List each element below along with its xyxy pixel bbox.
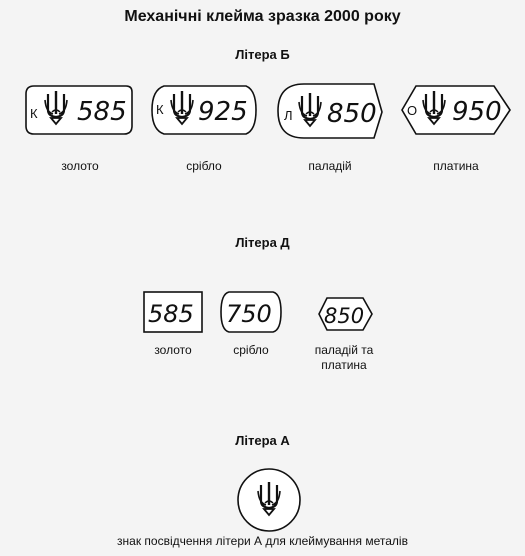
stamp-number: 850 [327,99,377,129]
stamp-letter: О [407,103,418,118]
stamp-letter: К [30,106,38,121]
caption-b-silver: срібло [186,159,222,173]
stamp-number: 925 [198,97,248,127]
page-title: Механічні клейма зразка 2000 року [124,8,401,25]
caption-d-palladium-platinum: паладій та платина [314,343,374,372]
caption-d-silver: срібло [233,343,269,357]
stamp-letter: Л [284,108,293,123]
section-title-a: Літера А [235,433,290,448]
stamp-d-palladium-platinum [317,296,375,334]
stamp-b-silver [148,82,260,138]
stamp-d-gold [142,290,206,336]
stamp-number: 950 [452,97,502,127]
caption-b-palladium: паладій [308,159,352,173]
stamp-number: 750 [226,300,272,328]
caption-b-gold: золото [61,159,99,173]
caption-b-platinum: платина [433,159,479,173]
stamp-letter: К [156,102,164,117]
stamp-b-gold [22,82,134,138]
caption-d-gold: золото [154,343,192,357]
stamp-b-palladium [274,80,386,142]
stamp-number: 585 [148,300,194,328]
caption-a: знак посвідчення літери А для клеймування металів [117,534,408,548]
stamp-number: 585 [77,97,127,127]
stamp-d-silver [219,290,285,336]
section-title-b: Літера Б [235,47,290,62]
section-title-d: Літера Д [235,235,290,250]
stamp-number: 850 [324,304,365,328]
stamp-a [234,466,304,534]
stamp-b-platinum [398,82,514,138]
